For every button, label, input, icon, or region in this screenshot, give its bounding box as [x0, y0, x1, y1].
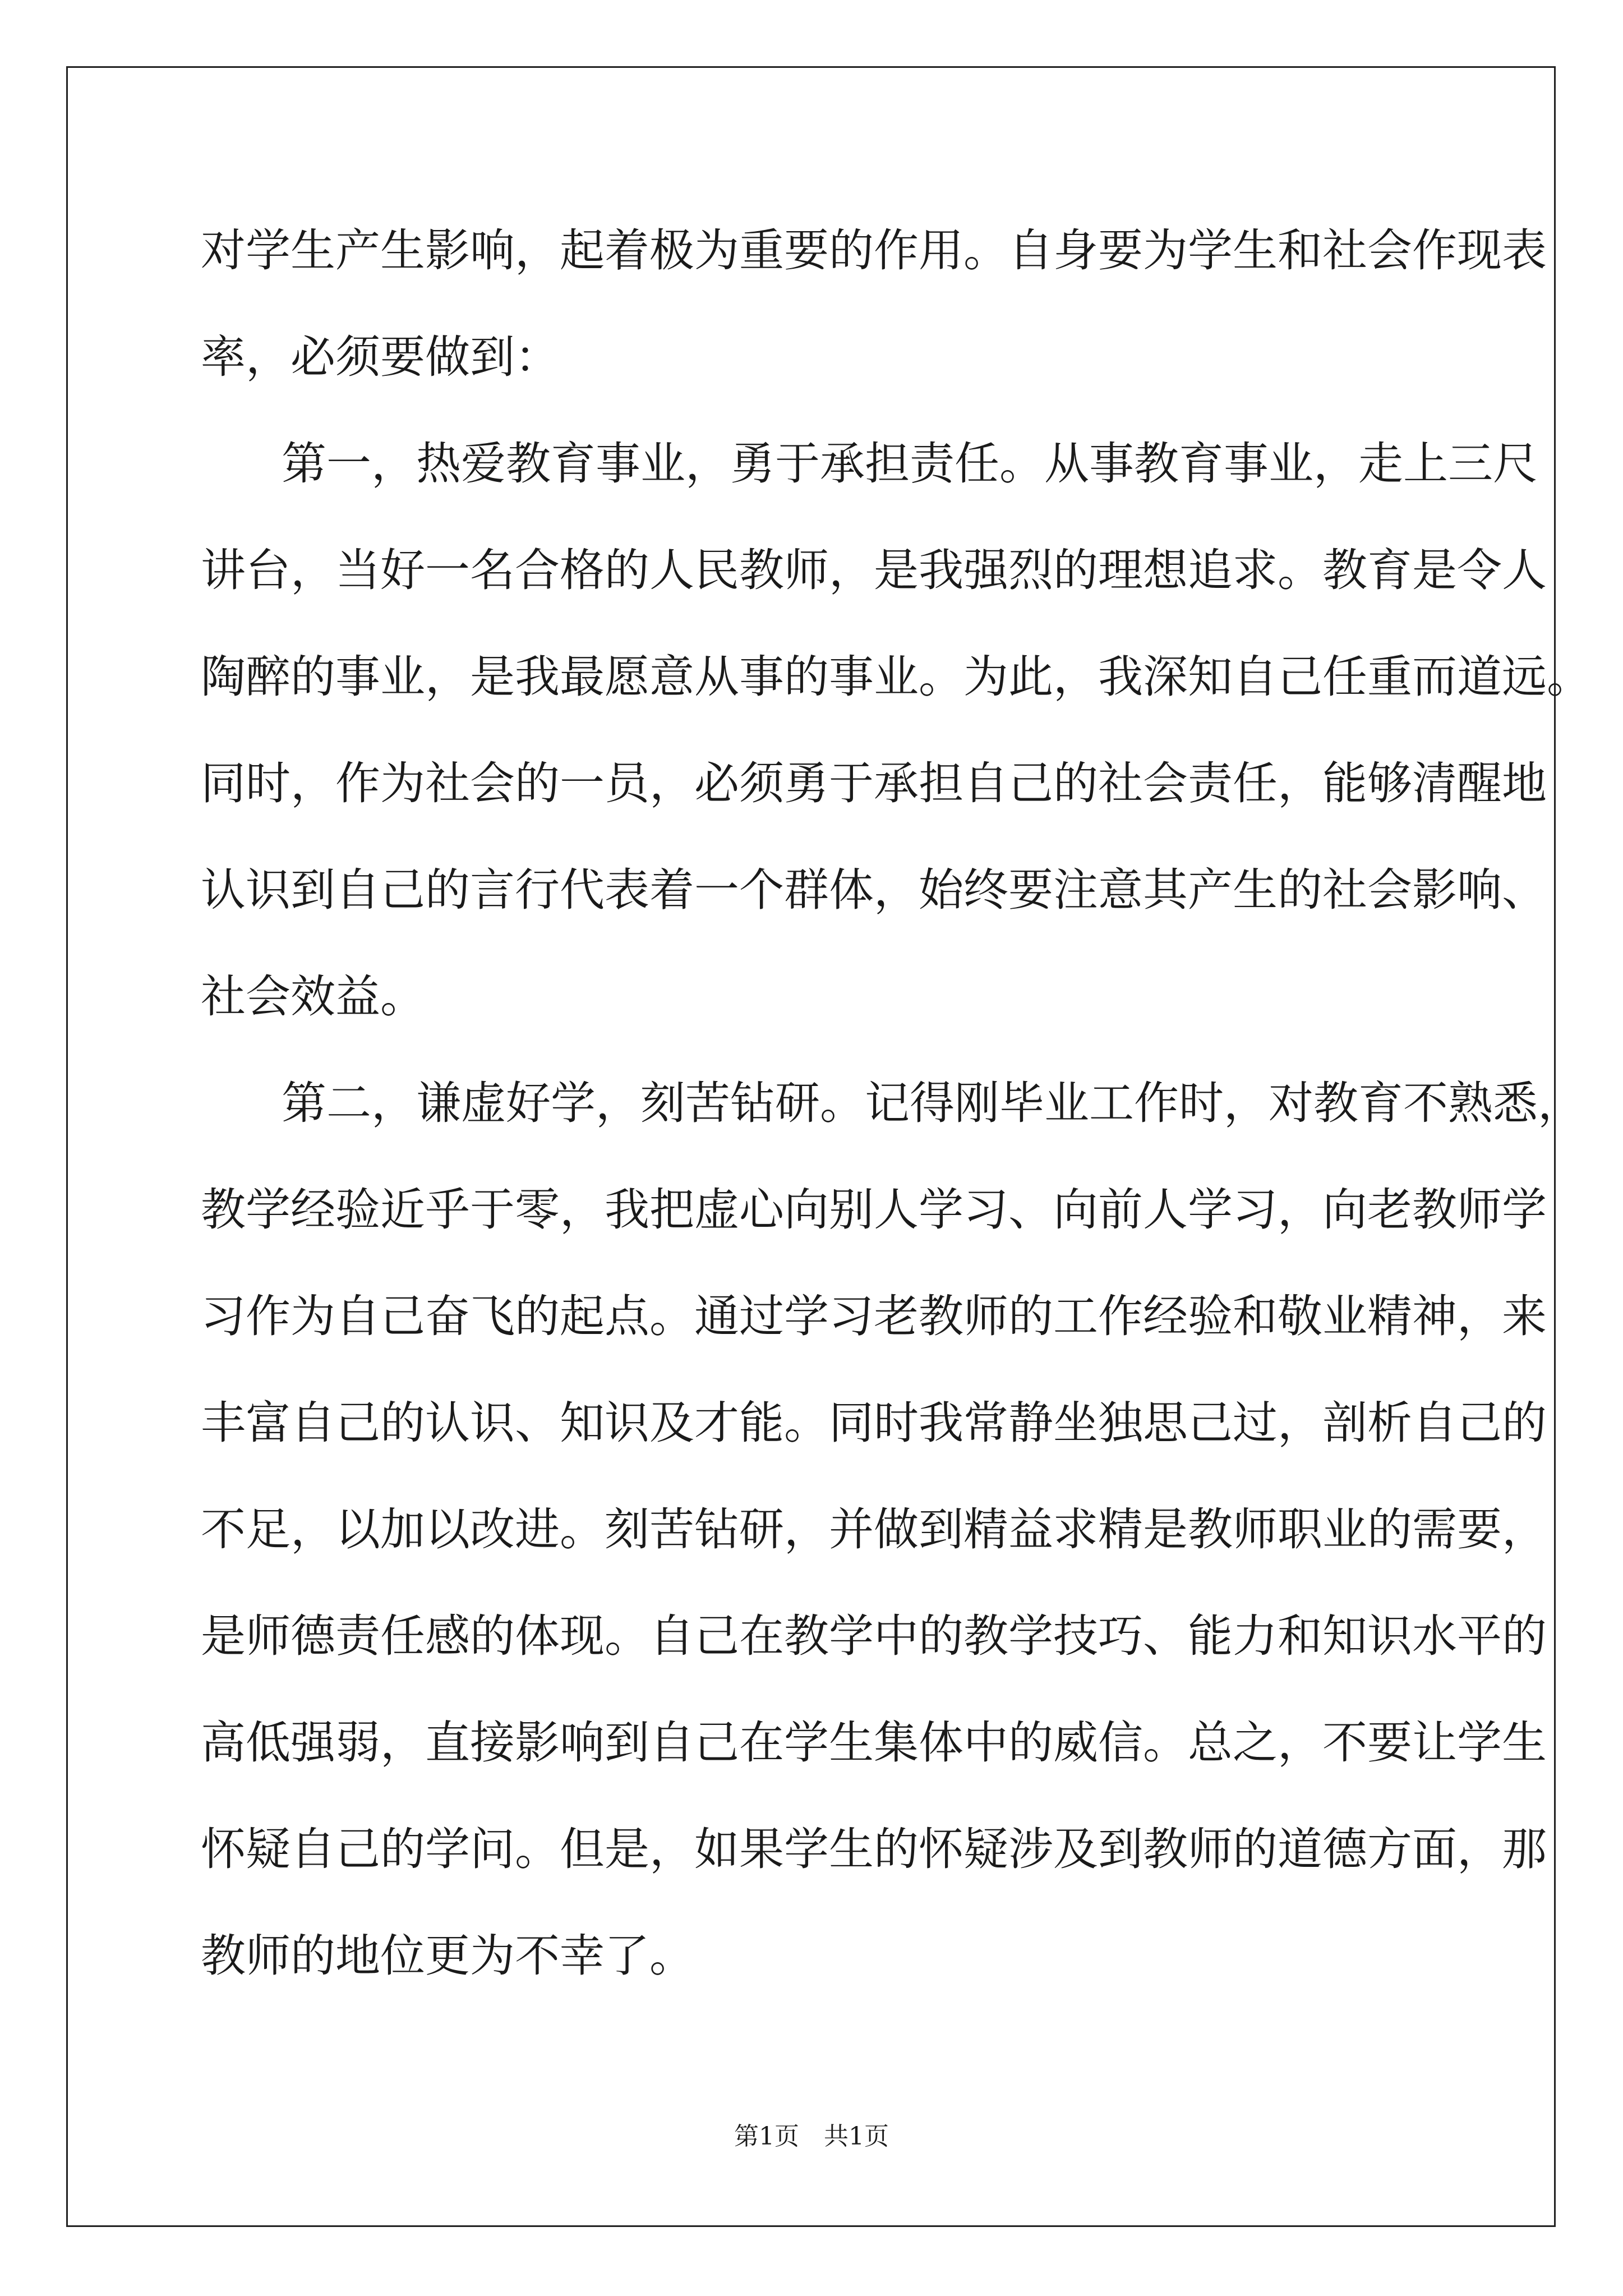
text-line: 不足，以加以改进。刻苦钻研，并做到精益求精是教师职业的需要，: [201, 1503, 1547, 1556]
text-line: 同时，作为社会的一员，必须勇于承担自己的社会责任，能够清醒地: [201, 757, 1547, 809]
text-line: 丰富自己的认识、知识及才能。同时我常静坐独思己过，剖析自己的: [201, 1397, 1547, 1449]
text-line: 认识到自己的言行代表着一个群体，始终要注意其产生的社会影响、: [201, 864, 1547, 916]
text-line: 第二，谦虚好学，刻苦钻研。记得刚毕业工作时，对教育不熟悉，: [282, 1077, 1583, 1129]
text-line: 习作为自己奋飞的起点。通过学习老教师的工作经验和敬业精神，来: [201, 1290, 1547, 1342]
text-line: 社会效益。: [201, 970, 425, 1023]
text-line: 教学经验近乎于零，我把虚心向别人学习、向前人学习，向老教师学: [201, 1184, 1547, 1236]
text-line: 高低强弱，直接影响到自己在学生集体中的威信。总之，不要让学生: [201, 1717, 1547, 1769]
text-line: 教师的地位更为不幸了。: [201, 1930, 694, 1982]
page-number-footer: 第1页 共1页: [734, 2122, 889, 2151]
text-line: 第一，热爱教育事业，勇于承担责任。从事教育事业，走上三尺: [282, 438, 1538, 490]
text-line: 讲台，当好一名合格的人民教师，是我强烈的理想追求。教育是令人: [201, 544, 1547, 596]
text-line: 怀疑自己的学问。但是，如果学生的怀疑涉及到教师的道德方面，那: [201, 1823, 1547, 1875]
text-line: 对学生产生影响，起着极为重要的作用。自身要为学生和社会作现表: [201, 224, 1547, 277]
page-border: [66, 66, 1556, 2227]
text-line: 是师德责任感的体现。自己在教学中的教学技巧、能力和知识水平的: [201, 1610, 1547, 1662]
text-line: 率，必须要做到：: [201, 331, 560, 383]
text-line: 陶醉的事业，是我最愿意从事的事业。为此，我深知自己任重而道远。: [201, 651, 1592, 703]
